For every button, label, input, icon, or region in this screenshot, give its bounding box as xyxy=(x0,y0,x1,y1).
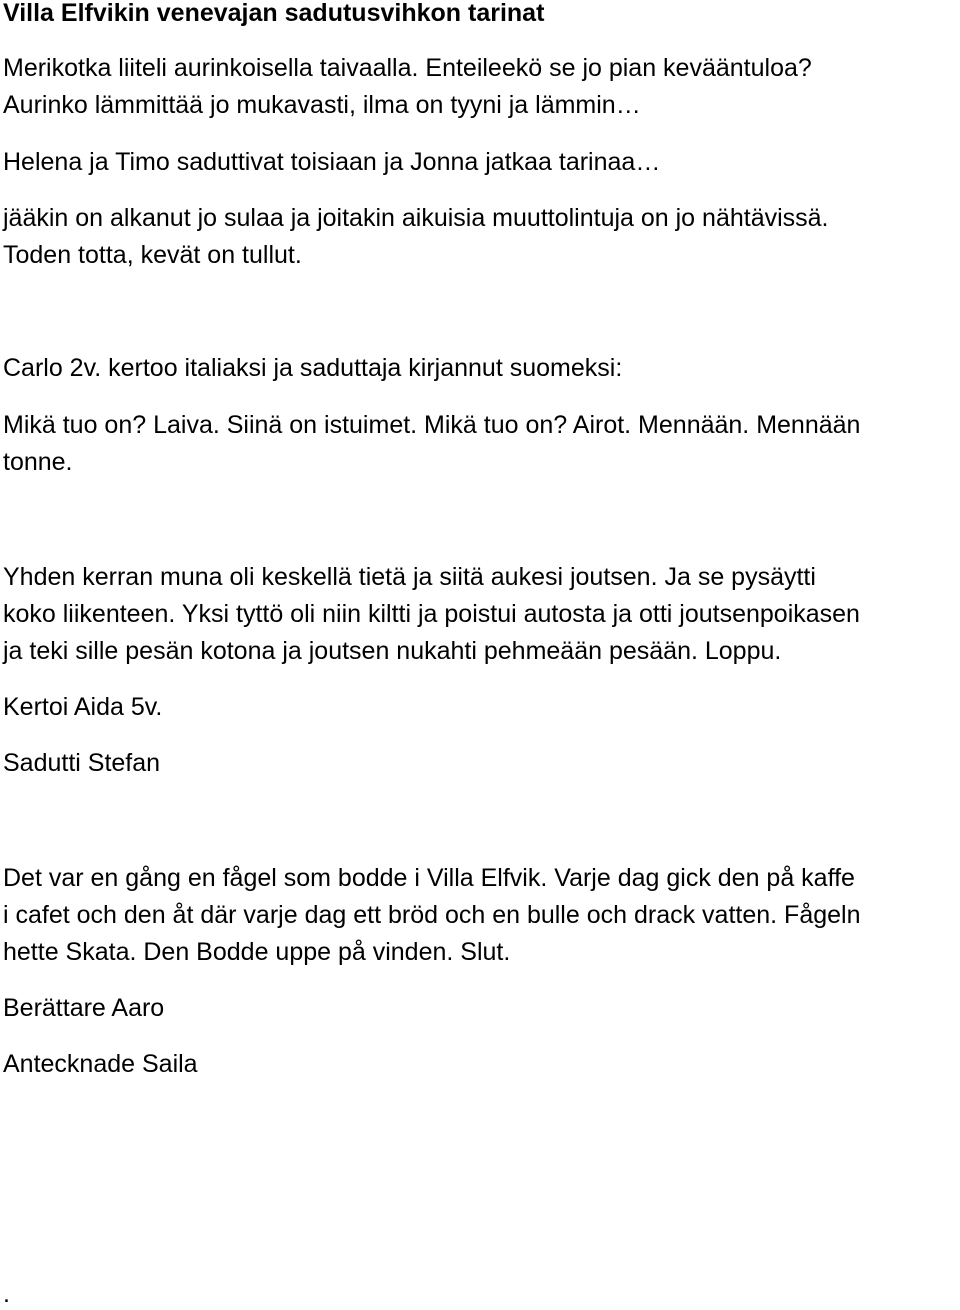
story-line: hette Skata. Den Bodde uppe på vinden. Slut. xyxy=(3,938,511,966)
story-line: tonne. xyxy=(3,448,73,476)
story-line: jääkin on alkanut jo sulaa ja joitakin aikuisia muuttolintuja on jo nähtävissä. xyxy=(3,204,829,232)
document-title: Villa Elfvikin venevajan sadutusvihkon tarinat xyxy=(3,0,545,27)
story-carlo xyxy=(3,407,958,481)
story-line: Yhden kerran muna oli keskellä tietä ja siitä aukesi joutsen. Ja se pysäytti xyxy=(3,563,816,591)
story-joutsen-recorder xyxy=(3,745,958,782)
story-carlo-intro xyxy=(3,350,958,387)
story-line: Helena ja Timo saduttivat toisiaan ja Jonna jatkaa tarinaa… xyxy=(3,148,661,176)
story-line: Toden totta, kevät on tullut. xyxy=(3,241,302,269)
story-line: koko liikenteen. Yksi tyttö oli niin kiltti ja poistui autosta ja otti joutsenpoikasen xyxy=(3,600,860,628)
story-fagel xyxy=(3,860,958,971)
story-merikotka xyxy=(3,50,958,87)
story-merikotka-cont xyxy=(3,200,958,274)
trailing-mark: . xyxy=(3,1280,10,1308)
story-line: Merikotka liiteli aurinkoisella taivaalla. Enteileekö se jo pian kevääntuloa? xyxy=(3,54,812,82)
story-line: Mikä tuo on? Laiva. Siinä on istuimet. Mikä tuo on? Airot. Mennään. Mennään xyxy=(3,411,861,439)
story-teller: Kertoi Aida 5v. xyxy=(3,693,163,721)
story-line: Carlo 2v. kertoo italiaksi ja saduttaja kirjannut suomeksi: xyxy=(3,354,623,382)
story-line: Aurinko lämmittää jo mukavasti, ilma on tyyni ja lämmin… xyxy=(3,91,641,119)
story-line: i cafet och den åt där varje dag ett bröd och en bulle och drack vatten. Fågeln xyxy=(3,901,861,929)
story-line: ja teki sille pesän kotona ja joutsen nukahti pehmeään pesään. Loppu. xyxy=(3,637,782,665)
story-line: Det var en gång en fågel som bodde i Villa Elfvik. Varje dag gick den på kaffe xyxy=(3,864,855,892)
story-merikotka-cont xyxy=(3,87,958,124)
story-merikotka-cont xyxy=(3,144,958,181)
story-fagel-recorder xyxy=(3,1046,958,1083)
story-fagel-teller xyxy=(3,990,958,1027)
story-joutsen xyxy=(3,559,958,670)
story-recorder: Antecknade Saila xyxy=(3,1050,198,1078)
story-recorder: Sadutti Stefan xyxy=(3,749,161,777)
story-teller: Berättare Aaro xyxy=(3,994,165,1022)
story-joutsen-teller xyxy=(3,689,958,726)
